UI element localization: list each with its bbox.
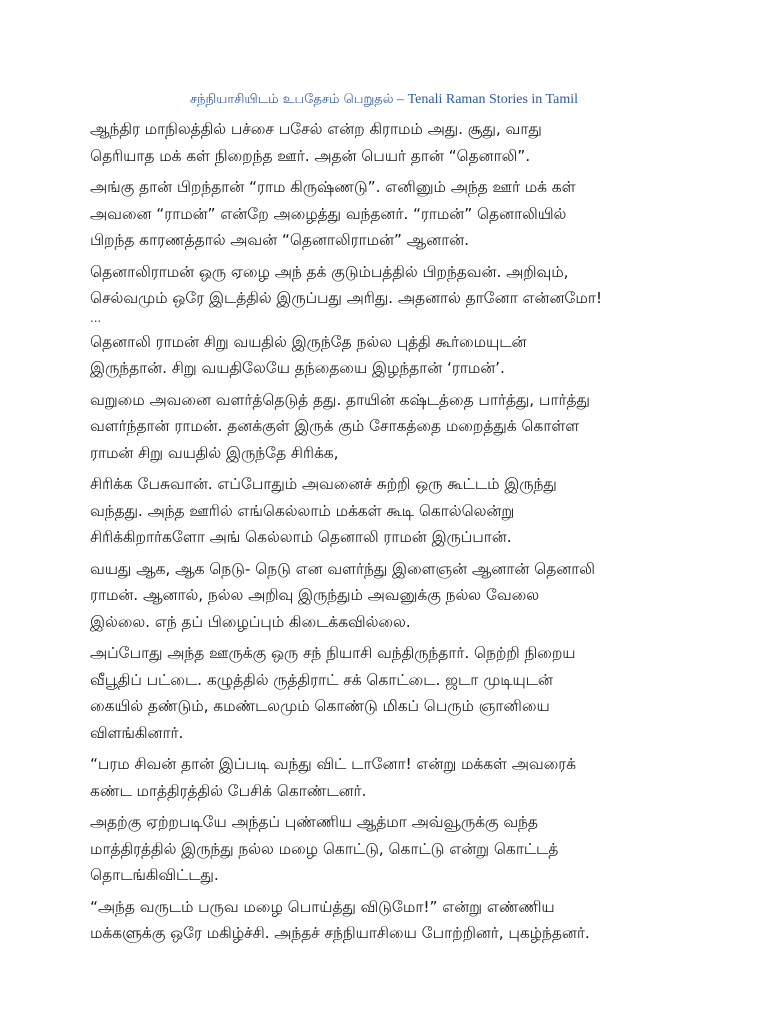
text-line: அவனை “ராமன்” என்றே அழைத்து வந்தனர். “ராமன்” தெனாலியில்	[90, 204, 567, 223]
title-tamil: சந்நியாசியிடம் உபதேசம் பெறுதல்	[189, 92, 394, 107]
text-line: வயது ஆக, ஆக நெடு- நெடு என வளர்ந்து இளைஞன் ஆனான் தெனாலி	[90, 559, 595, 578]
text-line: தெனாலி ராமன் சிறு வயதில் இருந்தே நல்ல புத்தி கூர்மையுடன்	[90, 332, 527, 351]
text-line: கையில் தண்டும், கமண்டலமும் கொண்டு மிகப் பெரும் ஞானியை	[90, 697, 550, 715]
text-line: வறுமை அவனை வளர்த்தெடுத் தது. தாயின் கஷ்டத்தை பார்த்து, பார்த்து	[90, 390, 590, 409]
title-separator: –	[393, 92, 408, 107]
text-line: அப்போது அந்த ஊருக்கு ஒரு சந் நியாசி வந்திருந்தார். நெற்றி நிறைய	[90, 644, 576, 662]
text-line: அதற்கு ஏற்றபடியே அந்தப் புண்ணிய ஆத்மா அவ்வூருக்கு வந்த	[90, 813, 538, 831]
title-english: Tenali Raman Stories in Tamil	[407, 92, 578, 107]
paragraph	[90, 640, 690, 746]
paragraph	[90, 894, 690, 947]
paragraph	[90, 116, 690, 169]
text-line: சிரிக்கிறார்களோ அங் கெல்லாம் தெனாலி ராமன் இருப்பான்.	[90, 528, 512, 546]
text-line: தொடங்கிவிட்டது.	[90, 866, 219, 884]
text-line: ஆந்திர மாநிலத்தில் பச்சை பசேல் என்ற கிராமம் அது. சூது, வாது	[90, 120, 542, 138]
text-line: மக்களுக்கு ஒரே மகிழ்ச்சி. அந்தச் சந்நியாசியை போற்றினர், புகழ்ந்தனர்.	[90, 924, 590, 942]
text-line: தெரியாத மக் கள் நிறைந்த ஊர். அதன் பெயர் தான் “தெனாலி”.	[90, 146, 531, 165]
paragraph	[90, 556, 690, 636]
text-line: செல்வமும் ஒரே இடத்தில் இருப்பது அரிது. அதனால் தானோ என்னமோ!	[90, 289, 602, 307]
paragraph	[90, 751, 690, 804]
paragraph	[90, 471, 690, 551]
text-line: வீபூதிப் பட்டை. கழுத்தில் ருத்திராட் சக் கொட்டை. ஜடா முடியுடன்	[90, 670, 553, 689]
text-line: வந்தது. அந்த ஊரில் எங்கெல்லாம் மக்கள் கூடி கொல்லென்று	[90, 501, 515, 520]
text-line: “பரம சிவன் தான் இப்படி வந்து விட் டானோ! என்று மக்கள் அவரைக்	[90, 755, 576, 773]
text-line: இல்லை. எந் தப் பிழைப்பும் கிடைக்கவில்லை.	[90, 612, 411, 631]
text-line: பிறந்த காரணத்தால் அவன் “தெனாலிராமன்” ஆனான்.	[90, 231, 469, 249]
story-body	[90, 116, 690, 952]
text-line: ராமன். ஆனால், நல்ல அறிவு இருந்தும் அவனுக்கு நல்ல வேலை	[90, 586, 540, 604]
text-line: சிரிக்க பேசுவான். எப்போதும் அவனைச் சுற்றி ஒரு கூட்டம் இருந்து	[90, 475, 557, 493]
text-line: வளர்ந்தான் ராமன். தனக்குள் இருக் கும் சோகத்தை மறைத்துக் கொள்ள	[90, 417, 580, 435]
paragraph	[90, 259, 690, 324]
text-line: “அந்த வருடம் பருவ மழை பொய்த்து விடுமோ!” என்று எண்ணிய	[90, 897, 555, 916]
text-line: கண்ட மாத்திரத்தில் பேசிக் கொண்டனர்.	[90, 781, 367, 800]
paragraph	[90, 809, 690, 889]
text-line: இருந்தான். சிறு வயதிலேயே தந்தையை இழந்தான் ‘ராமன்’.	[90, 359, 505, 377]
text-line: தெனாலிராமன் ஒரு ஏழை அந் தக் குடும்பத்தில் பிறந்தவன். அறிவும்,	[90, 262, 569, 281]
text-line: விளங்கினார்.	[90, 723, 184, 742]
text-line: அங்கு தான் பிறந்தான் “ராம கிருஷ்ணடு”. எனினும் அந்த ஊர் மக் கள்	[90, 178, 576, 196]
paragraph	[90, 329, 690, 382]
text-line: ராமன் சிறு வயதில் இருந்தே சிரிக்க,	[90, 443, 339, 462]
paragraph	[90, 387, 690, 467]
paragraph	[90, 174, 690, 254]
text-line: மாத்திரத்தில் இருந்து நல்ல மழை கொட்டு, கொட்டு என்று கொட்டத்	[90, 839, 559, 858]
text-line: ...	[90, 310, 102, 325]
story-title	[0, 92, 768, 108]
